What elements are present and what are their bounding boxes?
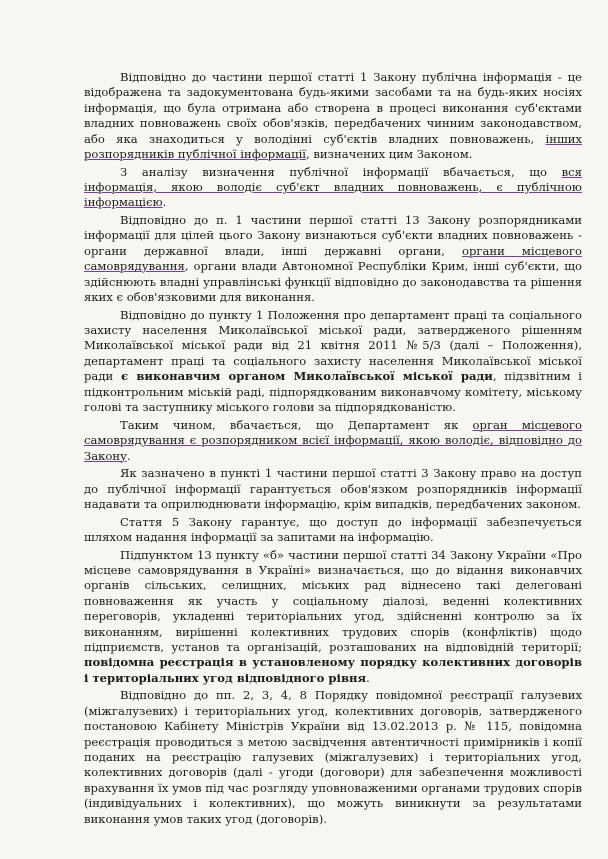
text-segment: Відповідно до частини першої статті 1 Закону публічна інформація - це відображена та задокументована будь-якими засобами та на будь-яких носіях інформація, що була отримана або створена в процесі виконання суб'єктами владних повноважень своїх обов'язків, передбачених чинним законодавством, або яка знаходиться у володінні суб'єктів владних повноважень, <box>84 70 582 146</box>
text-segment: . <box>366 670 370 685</box>
document-body <box>84 70 582 829</box>
paragraph <box>84 165 582 211</box>
text-segment: Стаття 5 Закону гарантує, що доступ до інформації забезпечується шляхом надання інформації за запитами на інформацію. <box>84 514 582 544</box>
text-segment: З аналізу визначення публічної інформації вбачається, що <box>120 164 562 179</box>
text-segment: , підзвітним і підконтрольним міській раді, підпорядкованим виконавчому комітету, міському голові та заступнику міського голови за підпорядкованістю. <box>84 369 582 415</box>
bold-text: повідомна реєстрація в установленому порядку колективних договорів і територіальних угод відповідного рівня <box>84 655 582 685</box>
text-segment: Таким чином, вбачається, що Департамент як <box>120 417 473 432</box>
paragraph <box>84 466 582 512</box>
paragraph <box>84 70 582 162</box>
text-segment: Відповідно до пп. 2, 3, 4, 8 Порядку повідомної реєстрації галузевих (міжгалузевих) і територіальних угод, колективних договорів, затвердженого постановою Кабінету Міністрів України від 13.02.2013 р. № 115, повідомна реєстрація проводиться з метою засвідчення автентичності примірників і копії поданих на реєстрацію галузевих (міжгалузевих) і територіальних угод, колективних договорів (далі - угоди (договори) для забезпечення можливості врахування їх умов під час розгляду уповноваженими органами трудових спорів (індивідуальних і колективних), що можуть виникнути за результатами виконання умов таких угод (договорів). <box>84 688 582 826</box>
paragraph <box>84 548 582 687</box>
text-segment: . <box>162 195 167 210</box>
underlined-text: інших розпорядників публічної інформації <box>84 131 582 162</box>
paragraph <box>84 515 582 546</box>
text-segment: , органи влади Автономної Республіки Крим, інші суб'єкти, що здійснюють владні управлінські функції відповідно до законодавства та рішення яких є обов'язковими для виконання. <box>84 259 582 305</box>
underlined-text: вся інформація, якою володіє суб'єкт владних повноважень, є публічною інформацією <box>84 164 582 210</box>
text-segment: Як зазначено в пункті 1 частини першої статті 3 Закону право на доступ до публічної інформації гарантується обов'язком розпорядників інформації надавати та оприлюднювати інформацію, крім випадків, передбачених законом. <box>84 466 582 511</box>
text-segment: Відповідно до пункту 1 Положення про департамент праці та соціального захисту населення Миколаївської міської ради, затвердженого рішенням Миколаївської міської ради від 21 квітня 2011 №5/3 (далі – Положення), департамент праці та соціального захисту населення Миколаївської міської ради <box>84 307 582 384</box>
underlined-text: орган місцевого самоврядування є розпорядником всієї інформації, якою володіє, відповідно до Закону <box>84 417 582 463</box>
bold-text: є виконавчим органом Миколаївської міської ради <box>121 369 493 384</box>
paragraph <box>84 418 582 464</box>
paragraph <box>84 308 582 416</box>
text-segment: , визначених цим Законом. <box>306 147 473 162</box>
paragraph <box>84 213 582 305</box>
text-segment: Підпунктом 13 пункту «б» частини першої статті 34 Закону України «Про місцеве самоврядування в Україні» визначається, що до відання виконавчих органів сільських, селищних, міських рад віднесено такі делеговані повноваження як участь у соціальному діалозі, веденні колективних переговорів, укладенні територіальних угод, здійсненні контролю за їх виконанням, вирішенні колективних трудових спорів (конфліктів) щодо підприємств, установ та організацій, розташованих на відповідній території; <box>84 547 582 654</box>
underlined-text: органи місцевого самоврядування <box>84 243 582 274</box>
paragraph <box>84 688 582 827</box>
text-segment: . <box>126 448 131 463</box>
text-segment: Відповідно до п. 1 частини першої статті 13 Закону розпорядниками інформації для цілей цього Закону визнаються суб'єкти владних повноважень - органи державної влади, інші державні органи, <box>84 213 582 258</box>
